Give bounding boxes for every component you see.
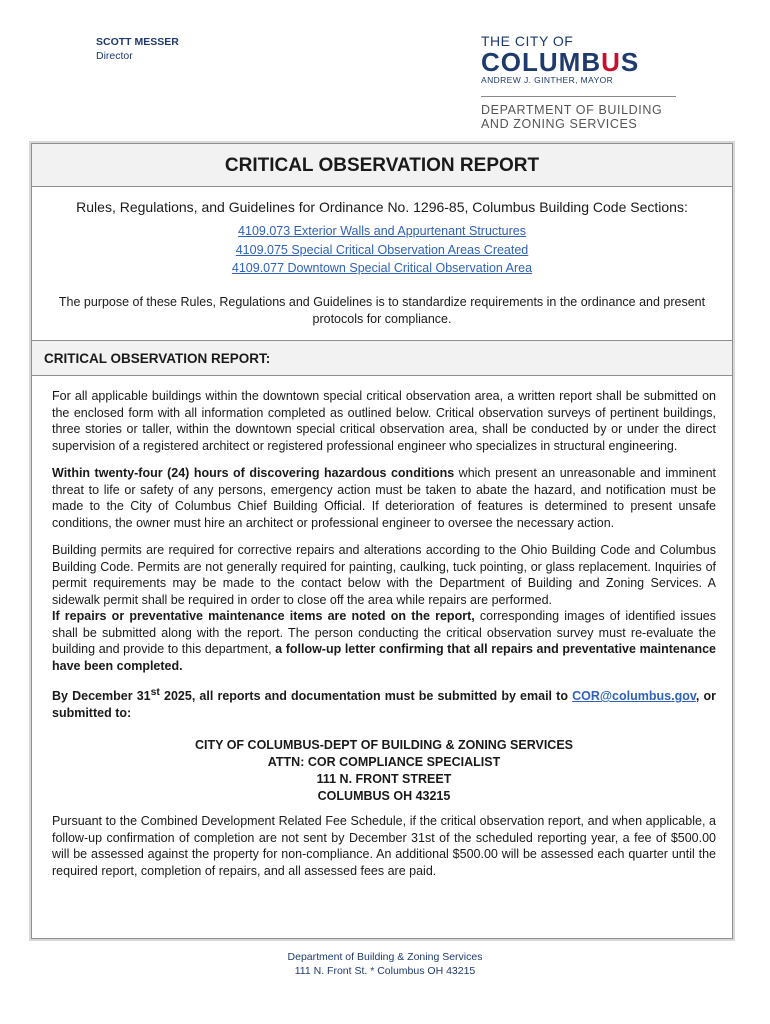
logo-columbus-end: S — [620, 47, 640, 77]
mailing-address — [52, 737, 716, 805]
director-block — [96, 35, 179, 63]
section-heading: CRITICAL OBSERVATION REPORT: — [32, 341, 732, 376]
repairs-bold-follow-up: a follow-up letter confirming that all repairs and preventative maintenance have been completed. — [52, 642, 716, 673]
director-name: SCOTT MESSER — [96, 36, 179, 48]
logo-city-text: THE CITY OF — [481, 33, 574, 49]
hazard-text: which present an unreasonable and imminent threat to life or safety of any persons, emergency action must be taken to abate the hazard, and notification must be made to the City of Columbus Chief Building Official. If deterioration of features is determined to present unsafe conditions, the owner must hire an architect or professional engineer to oversee the necessary action. — [52, 466, 716, 530]
repairs-bold-lead: If repairs or preventative maintenance items are noted on the report, — [52, 609, 475, 623]
paragraph-applicable-buildings: For all applicable buildings within the downtown special critical observation area, a written report shall be submitted on the enclosed form with all information completed as outlined below. Critical observation surveys of pertinent buildings, three stories or taller, within the downtown special critical observation area, shall be conducted by or under the direct supervision of a registered architect or registered professional engineer who specializes in structural engineering. — [52, 389, 716, 453]
paragraph-building-permits: Building permits are required for corrective repairs and alterations according to the Ohio Building Code and Columbus Building Code. Permits are not generally required for painting, caulking, tuck pointing, or glass replacement. Inquiries of permit requirements may be made to the contact below with the Department of Building and Zoning Services. A sidewalk permit shall be required in order to close off the area while repairs are performed. — [52, 543, 716, 607]
paragraph-fees: Pursuant to the Combined Development Related Fee Schedule, if the critical observation report, and when applicable, a follow-up confirmation of completion are not sent by December 31st of the scheduled reporting year, a fee of $500.00 will be assessed against the property for non-compliance. An additional $500.00 will be assessed each quarter until the required report, completion of repairs, and all assessed fees are paid. — [52, 814, 716, 878]
address-line: 111 N. FRONT STREET — [316, 772, 452, 787]
paragraph-deadline — [52, 685, 716, 721]
rules-line: Rules, Regulations, and Guidelines for Ordinance No. 1296-85, Columbus Building Code Sections: — [76, 199, 688, 215]
deadline-pre: By December 31 — [52, 689, 151, 704]
link-4109-073[interactable]: 4109.073 Exterior Walls and Appurtenant Structures — [238, 224, 526, 238]
hazard-bold-lead: Within twenty-four (24) hours of discovering hazardous conditions — [52, 466, 455, 480]
address-line: CITY OF COLUMBUS-DEPT OF BUILDING & ZONING SERVICES — [194, 738, 574, 753]
address-line: ATTN: COR COMPLIANCE SPECIALIST — [267, 755, 501, 770]
director-title: Director — [96, 50, 133, 62]
email-link[interactable]: COR@columbus.gov — [572, 689, 696, 704]
dept-name — [481, 103, 681, 129]
repairs-text: corresponding images of identified issues shall be submitted along with the report. The person conducting the critical observation survey must re-evaluate the building and provide to this department, — [52, 609, 716, 656]
report-title: CRITICAL OBSERVATION REPORT — [32, 144, 732, 187]
code-links — [32, 222, 732, 278]
link-4109-075[interactable]: 4109.075 Special Critical Observation Areas Created — [235, 242, 529, 257]
deadline-end: , or submitted to: — [52, 689, 716, 720]
paragraph-repairs — [52, 608, 716, 674]
paragraph-hazardous-conditions — [52, 465, 716, 531]
footer-line-1: Department of Building & Zoning Services — [287, 951, 483, 963]
purpose-text: The purpose of these Rules, Regulations and Guidelines is to standardize requirements in the ordinance and present protocols for compliance. — [58, 294, 706, 326]
logo-columbus-main: COLUMB — [481, 47, 602, 77]
report-body — [52, 388, 716, 890]
dept-line-1: DEPARTMENT OF BUILDING — [481, 103, 663, 117]
logo-mayor-text: ANDREW J. GINTHER, MAYOR — [481, 75, 614, 85]
report-frame — [31, 143, 733, 939]
logo-columbus-text — [481, 49, 681, 75]
page-footer — [0, 950, 770, 978]
logo-divider — [481, 96, 676, 97]
deadline-post: 2025, all reports and documentation must be submitted by email to — [159, 689, 568, 704]
rules-section — [32, 187, 732, 341]
city-logo — [481, 34, 681, 129]
dept-line-2: AND ZONING SERVICES — [481, 117, 638, 129]
logo-columbus-accent: U — [601, 47, 621, 77]
address-line: COLUMBUS OH 43215 — [317, 789, 451, 804]
deadline-sup: st — [150, 687, 160, 698]
link-4109-077[interactable]: 4109.077 Downtown Special Critical Observation Area — [231, 261, 533, 275]
footer-line-2: 111 N. Front St. * Columbus OH 43215 — [294, 965, 476, 977]
